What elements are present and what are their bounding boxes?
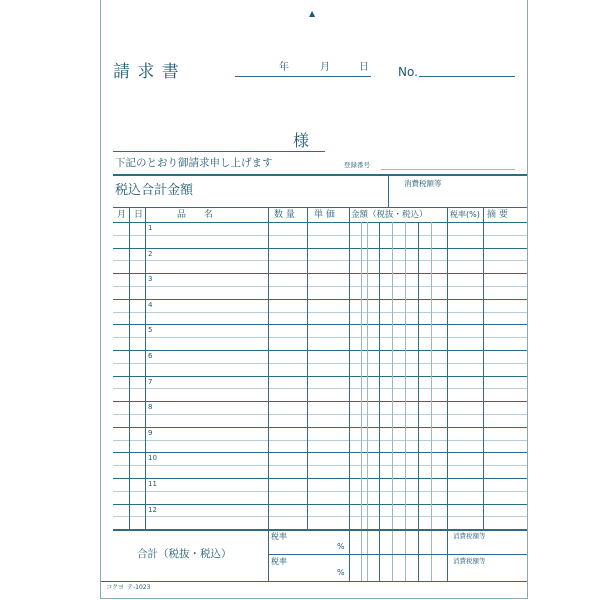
row-divider	[113, 401, 527, 402]
row-number: 11	[148, 480, 157, 488]
row-number: 12	[148, 505, 157, 514]
date-day-label: 日	[359, 62, 369, 73]
amount-digit-line-1	[361, 222, 362, 581]
row-divider	[113, 376, 527, 377]
footer-top-line	[113, 529, 527, 531]
amount-digit-line-7	[431, 222, 432, 581]
row-sub-line	[113, 414, 527, 415]
row-number: 3	[148, 275, 153, 284]
row-sub-line	[113, 388, 527, 389]
row-sub-line	[113, 516, 527, 517]
col-line-amount-taxrate	[447, 207, 448, 581]
row-sub-line	[113, 337, 527, 338]
recipient-underline	[113, 151, 325, 152]
header-amount: 金額（税抜・税込）	[351, 210, 428, 220]
row-number: 10	[148, 454, 157, 463]
amount-digit-line-5	[405, 222, 406, 581]
registration-number-label: 登録番号	[344, 161, 370, 169]
total-box-bottom	[113, 207, 527, 208]
row-number: 9	[148, 428, 153, 437]
row-number: 8	[148, 403, 153, 412]
recipient-honorific: 様	[293, 131, 310, 150]
tax-included-total-label: 税込合計金額	[115, 183, 194, 198]
row-sub-line	[113, 286, 527, 287]
col-line-taxrate-remarks	[483, 207, 484, 529]
date-year-label: 年	[279, 62, 289, 73]
footer-tax-label-1: 消費税額等	[453, 532, 486, 540]
row-divider	[113, 504, 527, 505]
row-sub-line	[113, 491, 527, 492]
invoice-number-underline	[419, 76, 515, 77]
row-sub-line	[113, 363, 527, 364]
amount-digit-line-4	[392, 222, 393, 581]
col-line-day-item	[145, 207, 146, 529]
header-bottom-line	[113, 222, 527, 223]
footer-tax-label-2: 消費税額等	[453, 557, 486, 565]
row-divider	[113, 478, 527, 479]
row-divider	[113, 273, 527, 274]
total-box-top	[113, 174, 527, 176]
row-sub-line	[113, 465, 527, 466]
amount-digit-line-2	[367, 222, 368, 581]
grand-total-label: 合計（税抜・税込）	[137, 548, 232, 560]
row-divider	[113, 427, 527, 428]
tax-rate-label-2: 税率	[271, 557, 287, 566]
header-tax-rate: 税率(%)	[450, 210, 480, 219]
row-number: 1	[148, 224, 153, 232]
row-sub-line	[113, 260, 527, 261]
row-divider	[113, 248, 527, 249]
col-line-month-day	[129, 207, 130, 529]
tax-rate-label-1: 税率	[271, 532, 287, 541]
date-underline	[235, 76, 371, 77]
row-sub-line	[113, 235, 527, 236]
row-number: 4	[148, 300, 153, 309]
row-divider	[113, 452, 527, 453]
header-unit-price: 単 価	[314, 210, 335, 220]
total-box-divider	[388, 175, 389, 207]
amount-digit-line-3	[379, 222, 380, 581]
row-divider	[113, 350, 527, 351]
footer-middle-line	[268, 554, 527, 555]
maker-label: コクヨ	[106, 584, 125, 591]
row-divider	[113, 299, 527, 300]
date-month-label: 月	[320, 62, 330, 73]
percent-symbol-1: %	[337, 542, 345, 551]
total-consumption-tax-label: 消費税額等	[404, 179, 442, 188]
model-number: テ-1023	[127, 584, 151, 591]
row-number: 2	[148, 249, 153, 258]
invoice-statement: 下記のとおり御請求申し上げます	[115, 157, 273, 169]
invoice-number-label: No.	[398, 65, 418, 79]
invoice-title: 請 求 書	[113, 62, 180, 82]
header-item-name: 品 名	[177, 210, 214, 220]
row-sub-line	[113, 440, 527, 441]
row-number: 7	[148, 377, 153, 386]
registration-number-underline	[381, 169, 515, 170]
invoice-form	[100, 0, 528, 599]
col-line-quantity-price	[307, 207, 308, 529]
header-remarks: 摘 要	[487, 210, 508, 220]
header-month: 月	[117, 210, 127, 220]
top-marker: ▲	[309, 9, 316, 18]
header-day: 日	[134, 210, 144, 220]
amount-digit-line-6	[418, 222, 419, 581]
row-sub-line	[113, 312, 527, 313]
row-number: 6	[148, 352, 153, 360]
col-line-price-amount	[349, 207, 350, 581]
row-number: 5	[148, 326, 153, 335]
col-line-item-quantity	[268, 207, 269, 581]
footer-bottom-line	[101, 581, 527, 582]
header-quantity: 数 量	[274, 210, 295, 220]
row-divider	[113, 324, 527, 325]
percent-symbol-2: %	[337, 568, 345, 577]
